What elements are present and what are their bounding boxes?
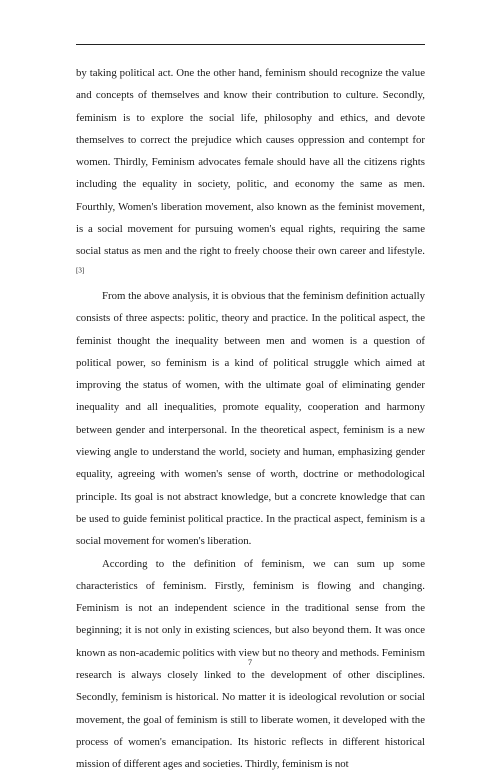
header-rule [76, 44, 425, 45]
body-text [76, 62, 425, 776]
paragraph-1-text: by taking political act. One the other hand, feminism should recognize the value and concepts of themselves and know their contribution to culture. Secondly, feminism is to explore the social life, philosophy and ethics, and devote themselves to correct the prejudice which causes oppression and contempt for women. Thirdly, Feminism advocates female should have all the citizens rights including the equality in society, politic, and economy the same as men. Fourthly, Women's liberation movement, also known as the feminist movement, is a social movement for pursuing women's equal rights, requiring the same social status as men and the right to freely choose their own career and lifestyle. [76, 67, 425, 258]
paragraph-2: From the above analysis, it is obvious that the feminism definition actually consists of three aspects: politic, theory and practice. In the political aspect, the feminist thought the inequality between men and women is a question of political power, so feminism is a kind of political struggle which aimed at improving the status of women, with the ultimate goal of eliminating gender inequality and all inequalities, promote equality, cooperation and harmony between gender and interpersonal. In the theoretical aspect, feminism is a new viewing angle to understand the world, society and human, emphasizing gender equality, agreeing with women's sense of worth, doctrine or methodological principle. Its goal is not abstract knowledge, but a concrete knowledge that can be used to guide feminist political practice. In the practical aspect, feminism is a social movement for women's liberation. [76, 289, 425, 548]
page-number: 7 [248, 658, 252, 667]
paragraph-1 [76, 62, 425, 285]
paragraph-3: According to the definition of feminism, we can sum up some characteristics of feminism. Firstly, feminism is flowing and changing. Feminism is not an independent science in the traditional sense from the beginning; it is not only in existing sciences, but also beyond them. It was once known as non-academic politics with view but no theory and methods. Feminism research is always closely linked to the development of other disciplines. Secondly, feminism is historical. No matter it is ideological revolution or social movement, the goal of feminism is still to liberate women, it developed with the process of women's emancipation. Its historic reflects in different historical mission of different ages and societies. Thirdly, feminism is not [76, 557, 425, 771]
citation-3: [3] [76, 266, 85, 275]
